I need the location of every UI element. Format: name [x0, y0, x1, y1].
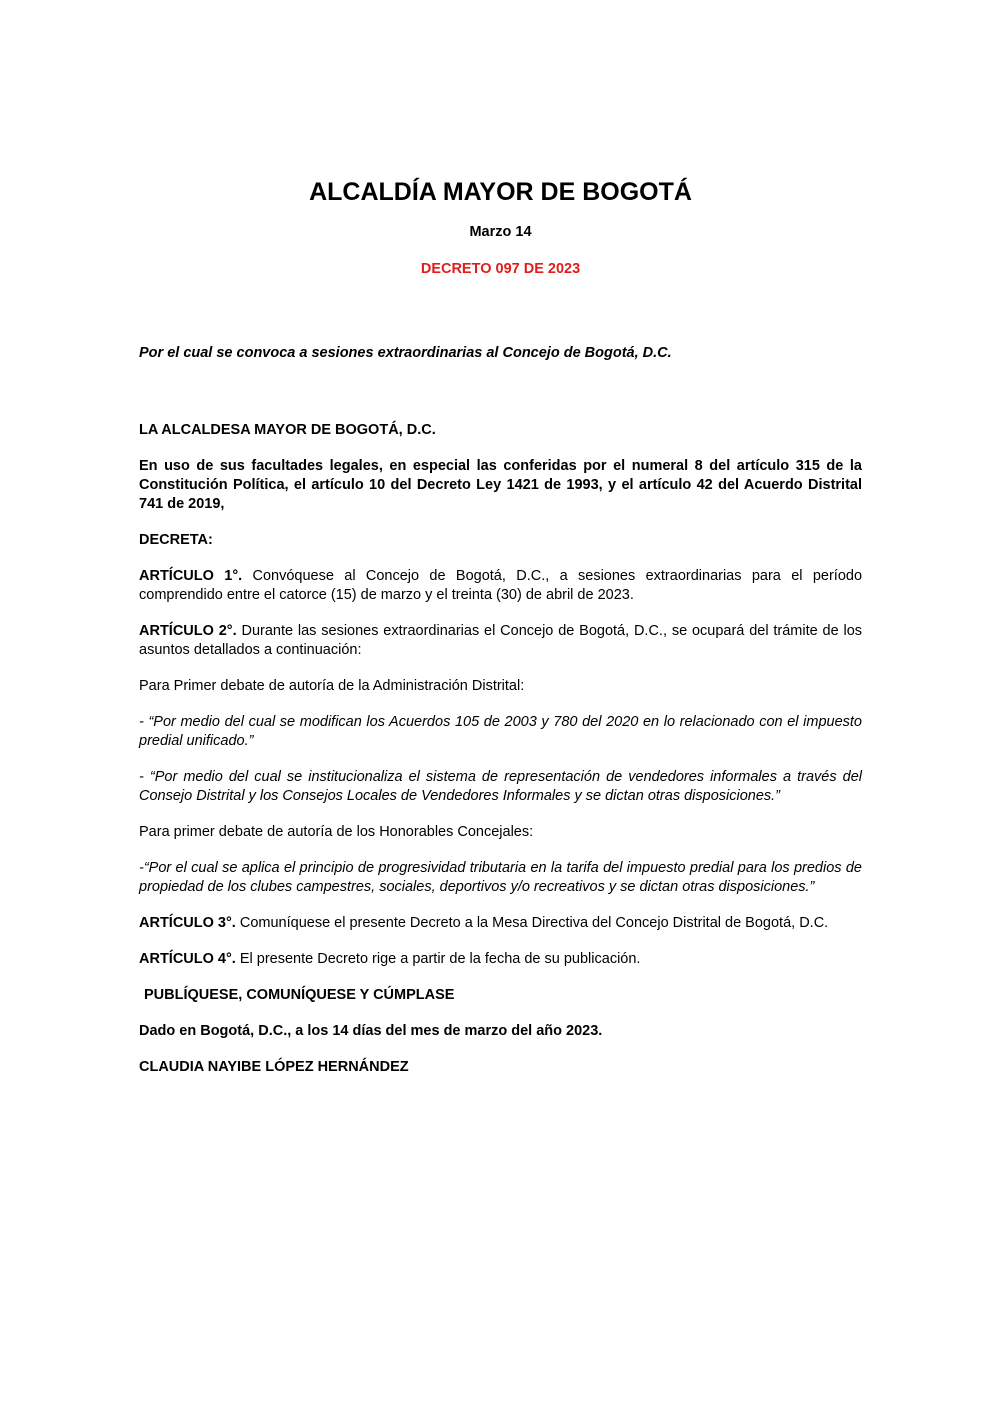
decree-number: DECRETO 097 DE 2023 — [420, 261, 581, 277]
legal-preamble: En uso de sus facultades legales, en especial las conferidas por el numeral 8 del artículo 315 de la Constitución Política, el artículo 10 del Decreto Ley 1421 de 1993, y el artículo 42 del Acuerdo Distrital 741 de 2019, — [139, 458, 862, 512]
article-4-text: El presente Decreto rige a partir de la fecha de su publicación. — [235, 951, 641, 967]
article-3-text: Comuníquese el presente Decreto a la Mesa Directiva del Concejo Distrital de Bogotá, D.C. — [235, 915, 829, 931]
document-title: ALCALDÍA MAYOR DE BOGOTÁ — [309, 178, 692, 206]
article-2-text: Durante las sesiones extraordinarias el Concejo de Bogotá, D.C., se ocupará del trámite de los asuntos detallados a continuación: — [139, 623, 863, 658]
council-item-1: -“Por el cual se aplica el principio de progresividad tributaria en la tarifa del impuesto predial para los predios de propiedad de los clubes campestres, sociales, deportivos y/o recreativos y se dictan otras disposiciones.” — [139, 860, 862, 895]
article-3-label: ARTÍCULO 3°. — [139, 915, 236, 931]
article-1-label: ARTÍCULO 1°. — [139, 568, 243, 584]
administration-heading: Para Primer debate de autoría de la Administración Distrital: — [139, 678, 525, 694]
article-2 — [139, 622, 862, 660]
document-date: Marzo 14 — [469, 224, 532, 240]
article-2-label: ARTÍCULO 2°. — [139, 623, 237, 639]
signatory-name: CLAUDIA NAYIBE LÓPEZ HERNÁNDEZ — [139, 1059, 409, 1075]
article-1 — [139, 567, 862, 605]
council-heading: Para primer debate de autoría de los Honorables Concejales: — [139, 824, 534, 840]
given-statement: Dado en Bogotá, D.C., a los 14 días del mes de marzo del año 2023. — [139, 1023, 603, 1039]
article-4-label: ARTÍCULO 4°. — [139, 951, 236, 967]
closing-formula: PUBLÍQUESE, COMUNÍQUESE Y CÚMPLASE — [144, 987, 455, 1003]
administration-item-2: - “Por medio del cual se institucionaliza el sistema de representación de vendedores informales a través del Consejo Distrital y los Consejos Locales de Vendedores Informales y se dictan otras disposiciones.” — [139, 769, 862, 804]
issuing-authority: LA ALCALDESA MAYOR DE BOGOTÁ, D.C. — [139, 422, 436, 438]
article-4 — [139, 950, 862, 969]
article-3 — [139, 914, 862, 933]
article-1-text: Convóquese al Concejo de Bogotá, D.C., a sesiones extraordinarias para el período comprendido entre el catorce (15) de marzo y el treinta (30) de abril de 2023. — [139, 568, 863, 603]
document-body — [139, 176, 862, 1077]
decree-subject: Por el cual se convoca a sesiones extraordinarias al Concejo de Bogotá, D.C. — [139, 345, 672, 361]
administration-item-1: - “Por medio del cual se modifican los Acuerdos 105 de 2003 y 780 del 2020 en lo relacionado con el impuesto predial unificado.” — [139, 714, 862, 749]
decreta-heading: DECRETA: — [139, 532, 213, 548]
